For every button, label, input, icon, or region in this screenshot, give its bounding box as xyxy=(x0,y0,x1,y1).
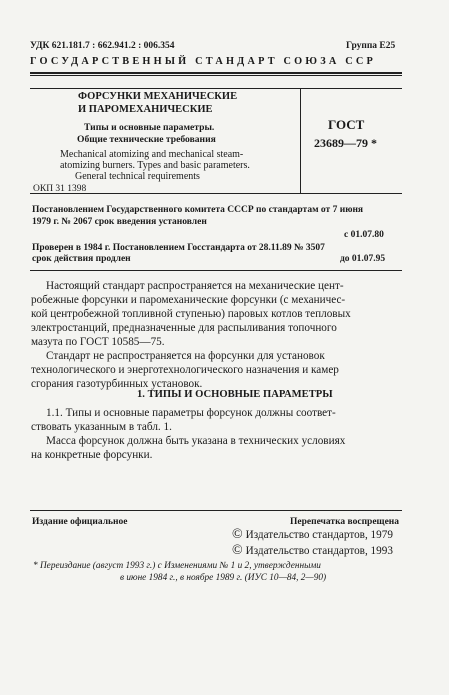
decree-line3: Проверен в 1984 г. Постановлением Госстандарта от 28.11.89 № 3507 xyxy=(32,243,325,253)
copyright-icon: © xyxy=(232,543,243,558)
title-ru-line2: И ПАРОМЕХАНИЧЕСКИЕ xyxy=(78,104,213,115)
para1-line1: Настоящий стандарт распространяется на механические цент- xyxy=(46,280,344,292)
title-en-line3: General technical requirements xyxy=(75,171,200,182)
para2-line1: Стандарт не распространяется на форсунки для установок xyxy=(46,350,325,362)
reprint-prohibited-label: Перепечатка воспрещена xyxy=(290,517,400,527)
reissue-note-line2: в июне 1984 г., в ноябре 1989 г. (ИУС 10—84, 2—90) xyxy=(120,573,327,583)
para1-line3: кой центробежной топливной ступенью) паровых котлов тепловых xyxy=(31,308,351,320)
state-standard-banner: ГОСУДАРСТВЕННЫЙ СТАНДАРТ СОЮЗА ССР xyxy=(30,56,376,67)
subtitle-ru-line2: Общие технические требования xyxy=(77,134,216,145)
copyright-icon: © xyxy=(232,527,243,542)
title-en-line1: Mechanical atomizing and mechanical steam- xyxy=(60,149,244,160)
title-en-line2: atomizing burners. Types and basic parameters. xyxy=(60,160,250,171)
para3-line2: ствовать указанным в табл. 1. xyxy=(31,421,172,433)
copyright-line2: © Издательство стандартов, 1993 xyxy=(232,543,393,558)
title-box-top-rule xyxy=(30,88,402,89)
para4-line2: на конкретные форсунки. xyxy=(31,449,153,461)
gost-number: 23689—79 * xyxy=(314,136,377,150)
footer-rule xyxy=(30,510,402,511)
decree-date-start: с 01.07.80 xyxy=(344,230,384,240)
decree-date-extended: до 01.07.95 xyxy=(340,254,386,264)
gost-label: ГОСТ xyxy=(328,117,365,132)
group-code: Группа Е25 xyxy=(346,41,396,51)
banner-rule-bottom xyxy=(30,75,402,76)
title-box-bottom-rule xyxy=(30,193,402,194)
para3-line1: 1.1. Типы и основные параметры форсунок должны соответ- xyxy=(46,407,336,419)
decree-rule xyxy=(30,270,402,271)
subtitle-ru-line1: Типы и основные параметры. xyxy=(84,122,215,133)
decree-line2: 1979 г. № 2067 срок введения установлен xyxy=(32,217,207,227)
section-heading: 1. ТИПЫ И ОСНОВНЫЕ ПАРАМЕТРЫ xyxy=(137,389,333,400)
okp-code: ОКП 31 1398 xyxy=(33,184,87,194)
para4-line1: Масса форсунок должна быть указана в технических условиях xyxy=(46,435,346,447)
title-box-divider xyxy=(300,88,301,193)
title-ru-line1: ФОРСУНКИ МЕХАНИЧЕСКИЕ xyxy=(78,91,238,102)
copyright-line1: © Издательство стандартов, 1979 xyxy=(232,527,393,542)
para2-line3: сгорания газотурбинных установок. xyxy=(31,378,203,390)
official-edition-label: Издание официальное xyxy=(32,517,128,527)
reissue-note-line1: * Переиздание (август 1993 г.) с Изменениями № 1 и 2, утвержденными xyxy=(33,561,321,571)
para1-line5: мазута по ГОСТ 10585—75. xyxy=(31,336,165,348)
banner-rule-top xyxy=(30,72,402,74)
para2-line2: технологического и энерготехнологического назначения и камер xyxy=(31,364,339,376)
para1-line4: электростанций, предназначенные для распыливания топочного xyxy=(31,322,337,334)
para1-line2: робежные форсунки и паромеханические форсунки (с механичес- xyxy=(31,294,346,306)
udk-code: УДК 621.181.7 : 662.941.2 : 006.354 xyxy=(30,41,175,51)
decree-line1: Постановлением Государственного комитета СССР по стандартам от 7 июня xyxy=(32,205,364,215)
decree-line4: срок действия продлен xyxy=(32,254,131,264)
